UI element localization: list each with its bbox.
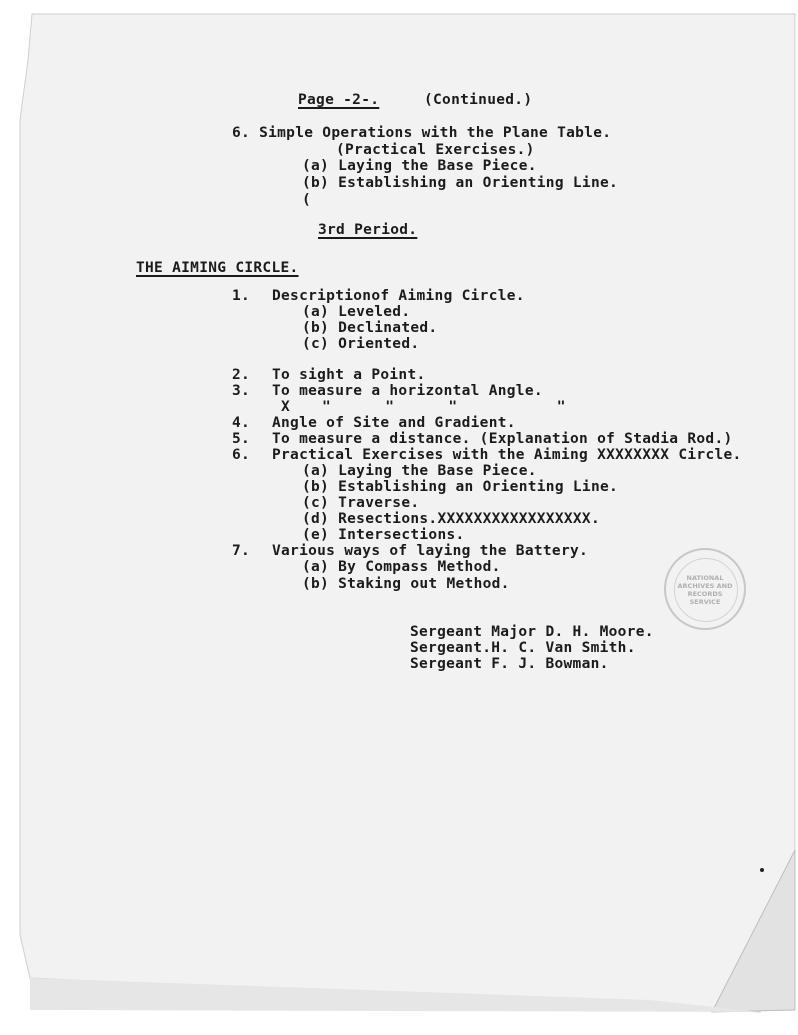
item-3-number: 3.	[232, 383, 251, 399]
item-6-sub-d	[302, 511, 600, 527]
signature-3: Sergeant F. J. Bowman.	[410, 656, 609, 672]
item-7-sub-a: (a) By Compass Method.	[302, 559, 501, 575]
item-6-sub-e: (e) Intersections.	[302, 527, 465, 543]
item-6-sub-d-struck: XXXXXXXXXXXXXXXXX	[437, 511, 591, 527]
stamp-text	[666, 574, 744, 606]
item-6-sub-b: (b) Establishing an Orienting Line.	[302, 479, 619, 495]
item-7-text: Various ways of laying the Battery.	[272, 543, 589, 559]
page-number: Page -2-.	[298, 92, 380, 108]
section-6-item-b: (b) Establishing an Orienting Line.	[302, 175, 619, 191]
section-6-item-a: (a) Laying the Base Piece.	[302, 158, 537, 174]
item-6-text	[272, 447, 742, 463]
item-7-sub-b: (b) Staking out Method.	[302, 576, 510, 592]
item-6-number: 6.	[232, 447, 251, 463]
item-6-sub-d-text: (d) Resections.	[302, 511, 438, 527]
item-2-number: 2.	[232, 367, 251, 383]
continued-label: (Continued.)	[424, 92, 533, 108]
item-6-text-before: Practical Exercises with the Aiming	[272, 447, 598, 463]
section-6-stray-paren: (	[302, 192, 312, 208]
item-6-text-after: Circle.	[669, 447, 742, 463]
archives-stamp	[664, 548, 746, 630]
item-6-sub-c: (c) Traverse.	[302, 495, 420, 511]
aiming-circle-heading: THE AIMING CIRCLE.	[136, 260, 299, 276]
stamp-line-3: RECORDS	[687, 590, 723, 598]
item-6-sub-a: (a) Laying the Base Piece.	[302, 463, 537, 479]
item-5-text: To measure a distance. (Explanation of Stadia Rod.)	[272, 431, 733, 447]
item-6-sub-d-period: .	[590, 511, 600, 527]
stamp-line-2: ARCHIVES AND	[677, 582, 733, 590]
item-6-struck-text: XXXXXXXX	[597, 447, 670, 463]
stamp-line-4: SERVICE	[689, 598, 721, 606]
item-5-number: 5.	[232, 431, 251, 447]
item-3-text: To measure a horizontal Angle.	[272, 383, 543, 399]
item-2-text: To sight a Point.	[272, 367, 426, 383]
item-1-sub-c: (c) Oriented.	[302, 336, 420, 352]
ditto-marks: " " " "	[322, 399, 566, 415]
item-1-number: 1.	[232, 288, 251, 304]
section-6-subtitle: (Practical Exercises.)	[336, 142, 535, 158]
stamp-line-1: NATIONAL	[686, 574, 724, 582]
section-6-title: 6. Simple Operations with the Plane Table.	[232, 125, 612, 141]
ink-dot	[760, 868, 764, 872]
item-1-sub-b: (b) Declinated.	[302, 320, 438, 336]
signature-2: Sergeant.H. C. Van Smith.	[410, 640, 636, 656]
ditto-struck-mark: X	[281, 399, 291, 415]
item-7-number: 7.	[232, 543, 251, 559]
item-1-text: Descriptionof Aiming Circle.	[272, 288, 525, 304]
period-heading: 3rd Period.	[318, 222, 418, 238]
item-4-number: 4.	[232, 415, 251, 431]
item-1-sub-a: (a) Leveled.	[302, 304, 411, 320]
signature-1: Sergeant Major D. H. Moore.	[410, 624, 654, 640]
item-4-text: Angle of Site and Gradient.	[272, 415, 516, 431]
